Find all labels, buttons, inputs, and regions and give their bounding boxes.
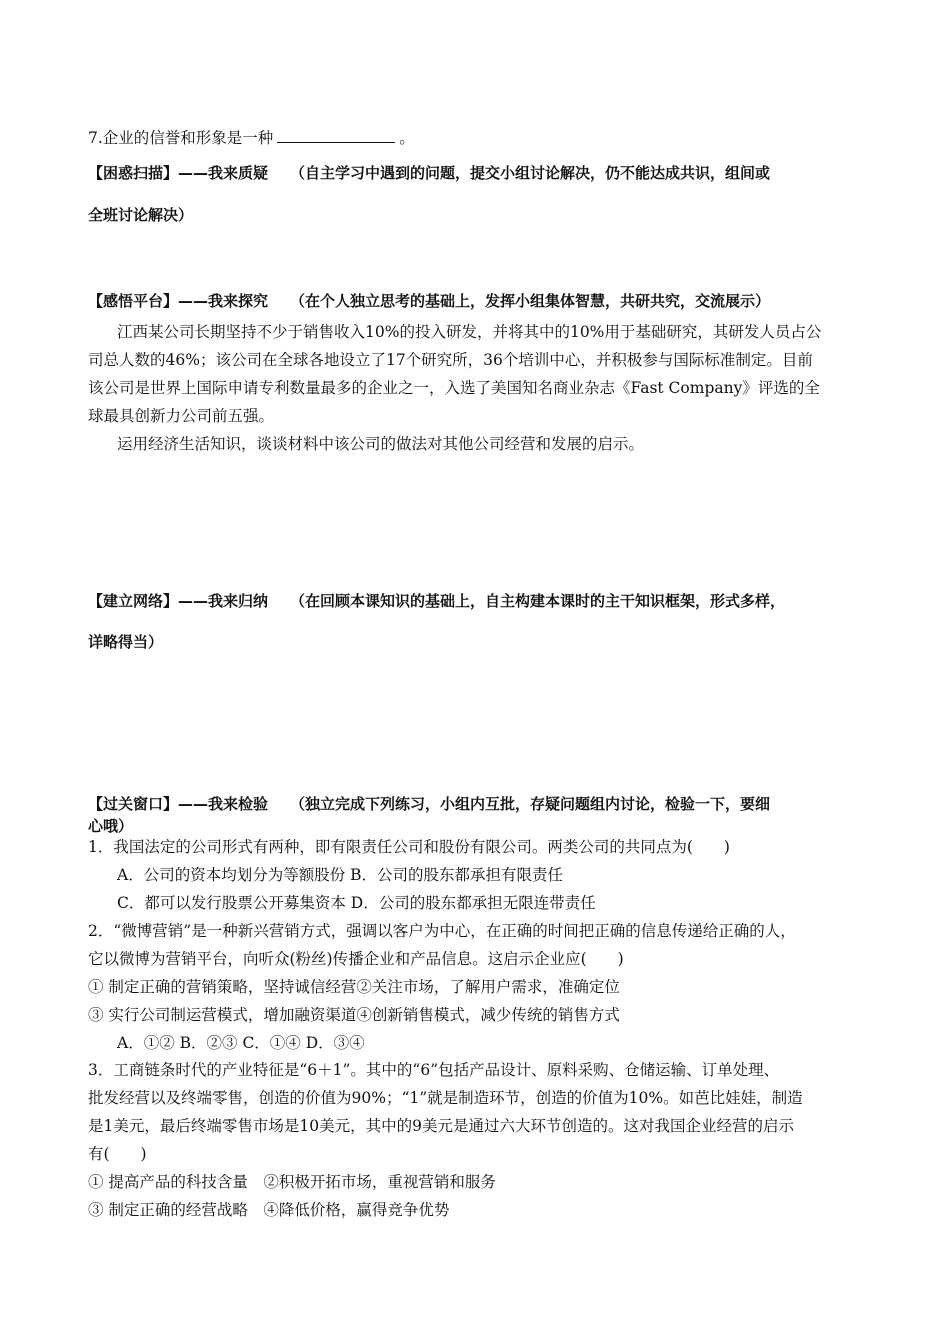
q2-stem-2: 它以微博为营销平台，向听众(粉丝)传播企业和产品信息。这启示企业应( )	[88, 950, 624, 968]
check-heading: 【过关窗口】——我来检验	[88, 795, 269, 813]
insight-note: （在个人独立思考的基础上，发挥小组集体智慧，共研共究，交流展示）	[290, 292, 771, 310]
q2-stem-1: 2．“微博营销”是一种新兴营销方式，强调以客户为中心，在正确的时间把正确的信息传递给正确的人，	[88, 922, 796, 940]
material-line-1: 江西某公司长期坚持不少于销售收入10%的投入研发，并将其中的10%用于基础研究，其研发人员占公	[117, 323, 822, 341]
network-note: （在回顾本课知识的基础上，自主构建本课时的主干知识框架，形式多样，	[290, 592, 786, 610]
check-heading-line	[88, 793, 770, 815]
network-heading-line	[88, 590, 785, 612]
q3-items-1: ① 提高产品的科技含量 ②积极开拓市场，重视营销和服务	[88, 1173, 496, 1191]
q3-stem-3: 是1美元，最后终端零售市场是10美元，其中的9美元是通过六大环节创造的。这对我国企业经营的启示	[88, 1117, 794, 1135]
network-heading: 【建立网络】——我来归纳	[88, 592, 269, 610]
question-7-text: 7.企业的信誉和形象是一种	[88, 129, 274, 147]
q3-stem-4: 有( )	[88, 1145, 147, 1163]
q1-stem: 1．我国法定的公司形式有两种，即有限责任公司和股份有限公司。两类公司的共同点为( )	[88, 838, 730, 856]
confusion-note: （自主学习中遇到的问题，提交小组讨论解决，仍不能达成共识，组间或	[290, 164, 771, 182]
check-note: （独立完成下列练习，小组内互批，存疑问题组内讨论，检验一下，要细	[290, 795, 771, 813]
confusion-heading-line	[88, 162, 770, 184]
material-line-4: 球最具创新力公司前五强。	[88, 407, 275, 425]
q2-options: A．①② B．②③ C．①④ D．③④	[117, 1034, 365, 1052]
check-note-cont: 心哦）	[88, 817, 134, 835]
material-line-3: 该公司是世界上国际申请专利数量最多的企业之一，入选了美国知名商业杂志《Fast Company》评选的全	[88, 379, 820, 397]
q3-items-2: ③ 制定正确的经营战略 ④降低价格，赢得竞争优势	[88, 1201, 450, 1219]
insight-question: 运用经济生活知识，谈谈材料中该公司的做法对其他公司经营和发展的启示。	[117, 435, 645, 453]
question-7	[88, 127, 415, 149]
confusion-note-cont: 全班讨论解决）	[88, 206, 194, 224]
answer-blank[interactable]	[277, 128, 395, 143]
q3-stem-2: 批发经营以及终端零售，创造的价值为90%；“1”就是制造环节，创造的价值为10%。如芭比娃娃，制造	[88, 1089, 803, 1107]
q2-items-1: ① 制定正确的营销策略，坚持诚信经营②关注市场，了解用户需求，准确定位	[88, 978, 620, 996]
q2-items-2: ③ 实行公司制运营模式，增加融资渠道④创新销售模式，减少传统的销售方式	[88, 1006, 620, 1024]
insight-heading-line	[88, 290, 770, 312]
material-line-2: 司总人数的46%；该公司在全球各地设立了17个研究所，36个培训中心，并积极参与国际标准制定。目前	[88, 351, 813, 369]
question-7-end: 。	[399, 129, 415, 147]
q1-options-ab: A．公司的资本均划分为等额股份 B．公司的股东都承担有限责任	[117, 866, 564, 884]
confusion-heading: 【困惑扫描】——我来质疑	[88, 164, 269, 182]
q3-stem-1: 3．工商链条时代的产业特征是“6＋1”。其中的“6”包括产品设计、原料采购、仓储运输、订单处理、	[88, 1061, 780, 1079]
network-note-cont: 详略得当）	[88, 633, 164, 651]
q1-options-cd: C．都可以发行股票公开募集资本 D．公司的股东都承担无限连带责任	[117, 894, 596, 912]
insight-heading: 【感悟平台】——我来探究	[88, 292, 269, 310]
